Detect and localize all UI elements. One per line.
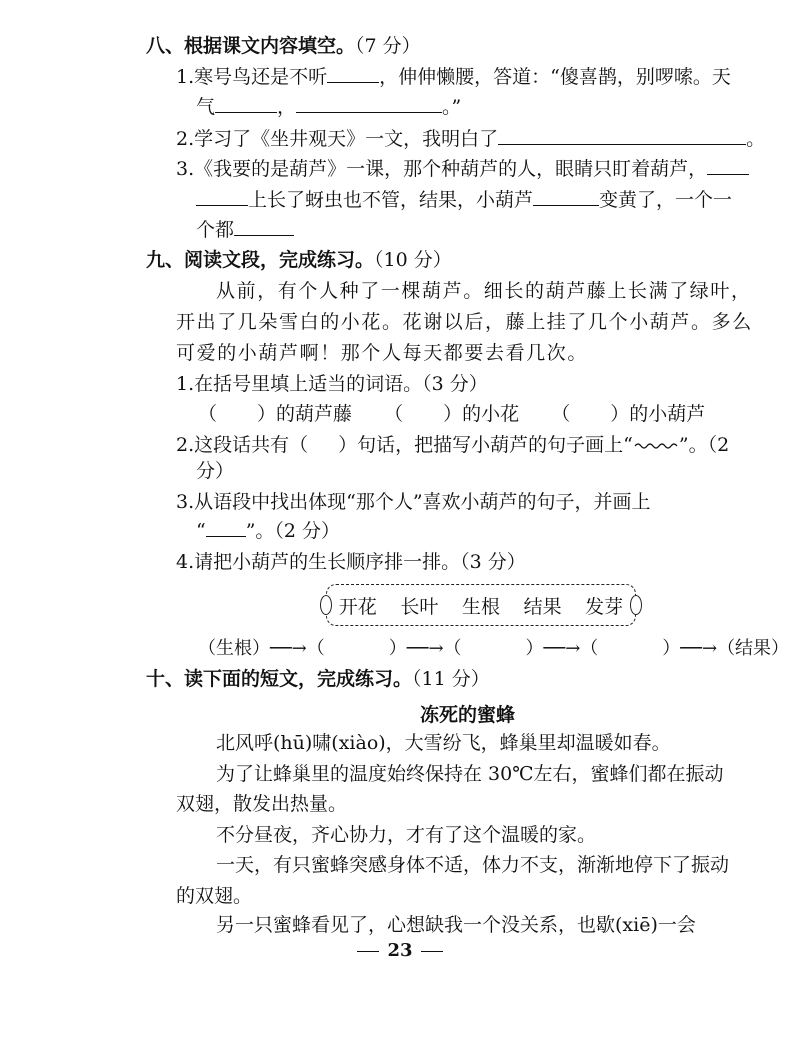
s8-q1-text-d: ， [277,96,297,118]
s9-passage-line-2: 开出了几朵雪白的小花。花谢以后，藤上挂了几个小葫芦。多么 [176,311,753,333]
article-para-2-line2: 双翅，散发出热量。 [176,793,348,815]
s9-q3-line1: 3.从语段中找出体现“那个人”喜欢小葫芦的句子，并画上 [176,491,651,513]
s9-q2-text-a: 2.这段话共有（ [176,434,309,456]
s8-q3-blank-2[interactable] [533,187,599,206]
article-para-2-line1: 为了让蜂巢里的温度始终保持在 30℃左右，蜜蜂们都在振动 [216,763,724,785]
arrow-right-icon: ──→ [270,638,307,659]
growth-sequence [198,637,789,661]
article-para-1: 北风呼(hū)啸(xiào)，大雪纷飞，蜂巢里却温暖如春。 [216,732,671,754]
arrow-right-icon: ──→ [406,638,444,659]
article-para-3: 不分昼夜，齐心协力，才有了这个温暖的家。 [216,824,597,846]
s8-q2-text-a: 2.学习了《坐井观天》一文，我明白了 [176,128,499,150]
page-number [0,940,800,961]
s9-q3-text-b: “ [196,520,206,542]
article-title: 冻死的蜜蜂 [420,704,516,726]
s9-q1-item-3: ）的小葫芦 [610,403,706,425]
seq-slot-1-open: （ [306,638,325,659]
article-para-4-line1: 一天，有只蜜蜂突感身体不适，体力不支，渐渐地停下了振动 [216,854,730,876]
growth-word-box [326,584,636,626]
arrow-right-icon: ──→ [680,638,718,659]
s9-passage-line-1: 从前，有个人种了一棵葫芦。细长的葫芦藤上长满了绿叶， [216,280,752,302]
s8-q3-text-d: 个都 [196,219,235,241]
s9-q1-paren-1-open: （ [198,403,218,425]
seq-start: （生根） [198,638,270,659]
s8-q3-line1 [176,156,749,181]
s8-q3-blank-1a[interactable] [707,156,749,175]
s9-q4: 4.请把小葫芦的生长顺序排一排。（3 分） [176,551,526,573]
seq-end: （结果） [717,638,790,659]
s8-q3-blank-1b[interactable] [196,187,248,206]
seq-slot-2-close: ） [525,638,544,659]
seq-slot-3-open: （ [580,638,599,659]
article-para-5: 另一只蜜蜂看见了，心想缺我一个没关系，也歇(xiē)一会 [216,914,696,936]
article-para-4-line2: 的双翅。 [176,885,253,907]
section-10-title: 十、读下面的短文，完成练习。 [146,668,413,690]
s8-q3-text-a: 3.《我要的是葫芦》一课，那个种葫芦的人，眼睛只盯着葫芦， [176,158,708,180]
section-9-heading [146,248,452,272]
s8-q3-line3 [196,217,294,242]
s9-q2-text-b: ）句话，把描写小葫芦的句子画上“ [338,434,633,456]
s9-passage-line-3: 可爱的小葫芦啊！那个人每天都要去看几次。 [176,342,589,364]
word-zhangye: 长叶 [400,595,439,618]
s8-q1-text-e: 。” [442,96,462,118]
section-8-points: （7 分） [355,35,421,57]
section-10-points: （11 分） [412,668,490,690]
s8-q2-blank[interactable] [498,126,746,145]
s9-q1-paren-2-open: （ [384,403,404,425]
s8-q2-text-b: 。 [746,128,766,150]
s8-q1-blank-2[interactable] [215,94,277,113]
word-shenggen: 生根 [461,595,500,618]
s9-q2-line1 [176,433,729,457]
s8-q2 [176,126,765,151]
s8-q3-text-c: 变黄了，一个一 [599,189,733,211]
s9-q3-text-c: ”。（2 分） [245,520,341,542]
page-number-text: 23 [387,940,413,961]
seq-slot-2-open: （ [443,638,462,659]
s8-q1-line2 [196,94,461,119]
section-8-title: 八、根据课文内容填空。 [146,35,356,57]
s8-q1-blank-1[interactable] [327,64,379,83]
s9-q1-items [198,402,705,426]
s8-q1-blank-3[interactable] [296,94,442,113]
s9-q3-line-sample [206,522,246,537]
s9-q2-text-c: ”。（2 [678,434,730,456]
word-faya: 发芽 [585,595,624,618]
seq-slot-1-close: ） [388,638,407,659]
dash-left [357,951,379,952]
s8-q1-text-b: ，伸伸懒腰，答道：“傻喜鹊，别啰嗦。天 [379,66,731,88]
section-10-heading [146,667,490,691]
s9-q1-paren-3-open: （ [551,403,571,425]
s9-q3-line2 [196,519,340,543]
arrow-right-icon: ──→ [543,638,581,659]
s8-q1-line1 [176,64,731,89]
s8-q3-blank-3[interactable] [234,217,294,236]
section-8-heading [146,34,421,58]
dash-right [421,951,443,952]
s9-q2-text-d: 分） [196,460,235,482]
s8-q1-text-a: 1.寒号鸟还是不听 [176,66,328,88]
word-kaihua: 开花 [338,595,377,618]
wavy-underline-icon [633,441,679,451]
seq-slot-3-close: ） [662,638,681,659]
word-jieguo: 结果 [523,595,562,618]
s9-q1-item-1: ）的葫芦藤 [257,403,353,425]
s8-q3-text-b: 上长了蚜虫也不管，结果，小葫芦 [248,189,534,211]
section-9-points: （10 分） [374,249,452,271]
s9-q1: 1.在括号里填上适当的词语。（3 分） [176,373,488,395]
s8-q1-text-c: 气 [196,96,216,118]
s9-q1-item-2: ）的小花 [443,403,520,425]
s8-q3-line2 [196,187,732,212]
section-9-title: 九、阅读文段，完成练习。 [146,249,375,271]
